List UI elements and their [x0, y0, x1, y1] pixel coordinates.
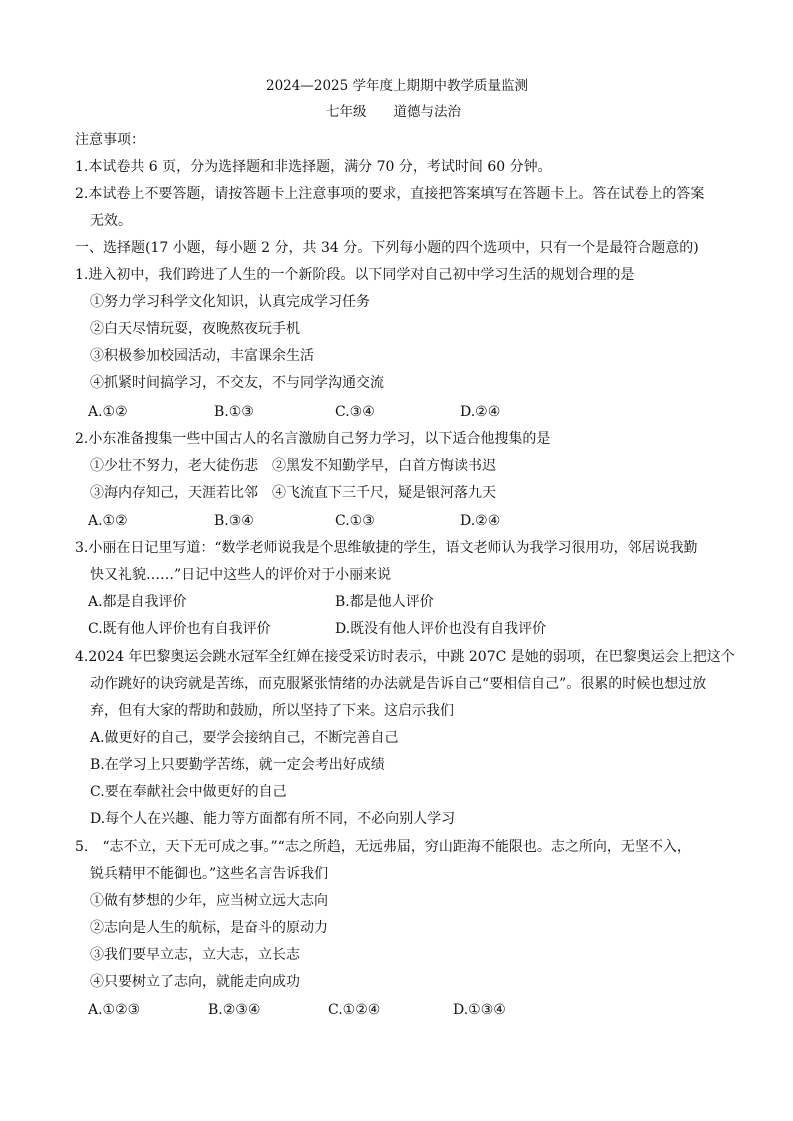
question-1-item: ①努力学习科学文化知识，认真完成学习任务 [90, 294, 370, 310]
question-1-item: ④抓紧时间搞学习，不交友，不与同学沟通交流 [90, 375, 384, 391]
notice-item-2-line-1: 2.本试卷上不要答题，请按答题卡上注意事项的要求，直接把答案填写在答题卡上。答在试卷上的答案 [75, 186, 705, 202]
question-5-stem-line-1: 5. “志不立，天下无可成之事。”“志之所趋，无远弗届，穷山距海不能限也。志之所向，无坚不入， [75, 839, 691, 855]
exam-title: 2024—2025 学年度上期期中教学质量监测 [266, 78, 529, 94]
question-4-stem-line-3: 弃，但有大家的帮助和鼓励，所以坚持了下来。这启示我们 [90, 703, 454, 719]
question-1-stem: 1.进入初中，我们跨进了人生的一个新阶段。以下同学对自己初中学习生活的规划合理的是 [75, 267, 635, 283]
exam-subtitle: 七年级 道德与法治 [326, 104, 461, 120]
question-5-option-d: D.①③④ [453, 1002, 506, 1018]
question-3-option-a: A.都是自我评价 [88, 594, 187, 610]
question-5-option-c: C.①②④ [328, 1002, 381, 1018]
question-1-option-b: B.①③ [214, 404, 254, 420]
question-5-option-b: B.②③④ [208, 1002, 261, 1018]
question-5-item: ④只要树立了志向，就能走向成功 [90, 974, 300, 990]
question-3-option-b: B.都是他人评价 [335, 594, 434, 610]
question-5-item: ①做有梦想的少年，应当树立远大志向 [90, 893, 328, 909]
question-4-option-b: B.在学习上只要勤学苦练，就一定会考出好成绩 [90, 757, 385, 773]
question-4-stem-line-1: 4.2024 年巴黎奥运会跳水冠军全红婵在接受采访时表示，中跳 207C 是她的弱项，在巴黎奥运会上把这个 [75, 649, 735, 665]
question-2-option-d: D.②④ [460, 513, 501, 529]
question-2-option-a: A.①② [88, 513, 128, 529]
question-1-item: ②白天尽情玩耍，夜晚熬夜玩手机 [90, 321, 300, 337]
question-2-option-b: B.③④ [214, 513, 254, 529]
notice-heading: 注意事项： [75, 132, 145, 148]
question-2-stem: 2.小东准备搜集一些中国古人的名言激励自己努力学习，以下适合他搜集的是 [75, 431, 551, 447]
question-5-stem-line-2: 锐兵精甲不能御也。”这些名言告诉我们 [90, 866, 329, 882]
question-1-option-c: C.③④ [335, 404, 375, 420]
question-3-option-c: C.既有他人评价也有自我评价 [88, 621, 271, 637]
notice-item-1: 1.本试卷共 6 页，分为选择题和非选择题，满分 70 分，考试时间 60 分钟。 [75, 159, 552, 175]
question-4-option-c: C.要在奉献社会中做更好的自己 [90, 784, 287, 800]
question-4-option-d: D.每个人在兴趣、能力等方面都有所不同，不必向别人学习 [90, 811, 456, 827]
question-2-option-c: C.①③ [335, 513, 375, 529]
question-5-item: ②志向是人生的航标，是奋斗的原动力 [90, 920, 328, 936]
question-3-stem-line-1: 3.小丽在日记里写道：“数学老师说我是个思维敏捷的学生，语文老师认为我学习很用功，邻居说我勤 [75, 540, 698, 556]
question-2-items-row-1: ①少壮不努力，老大徒伤悲 ②黑发不知勤学早，白首方悔读书迟 [90, 458, 496, 474]
question-3-option-d: D.既没有他人评价也没有自我评价 [335, 621, 547, 637]
question-3-stem-line-2: 快又礼貌……”日记中这些人的评价对于小丽来说 [90, 567, 392, 583]
question-2-items-row-2: ③海内存知己，天涯若比邻 ④飞流直下三千尺，疑是银河落九天 [90, 485, 496, 501]
question-1-option-a: A.①② [88, 404, 128, 420]
question-4-option-a: A.做更好的自己，要学会接纳自己，不断完善自己 [90, 730, 399, 746]
question-1-option-d: D.②④ [460, 404, 501, 420]
section-1-heading: 一、选择题(17 小题，每小题 2 分，共 34 分。下列每小题的四个选项中，只有一个是最符合题意的) [75, 240, 699, 256]
question-5-option-a: A.①②③ [88, 1002, 141, 1018]
notice-item-2-line-2: 无效。 [90, 213, 132, 229]
question-1-item: ③积极参加校园活动，丰富课余生活 [90, 348, 314, 364]
question-5-item: ③我们要早立志，立大志，立长志 [90, 947, 300, 963]
question-4-stem-line-2: 动作跳好的诀窍就是苦练，而克服紧张情绪的办法就是告诉自己“要相信自己”。很累的时候也想过放 [90, 676, 707, 692]
